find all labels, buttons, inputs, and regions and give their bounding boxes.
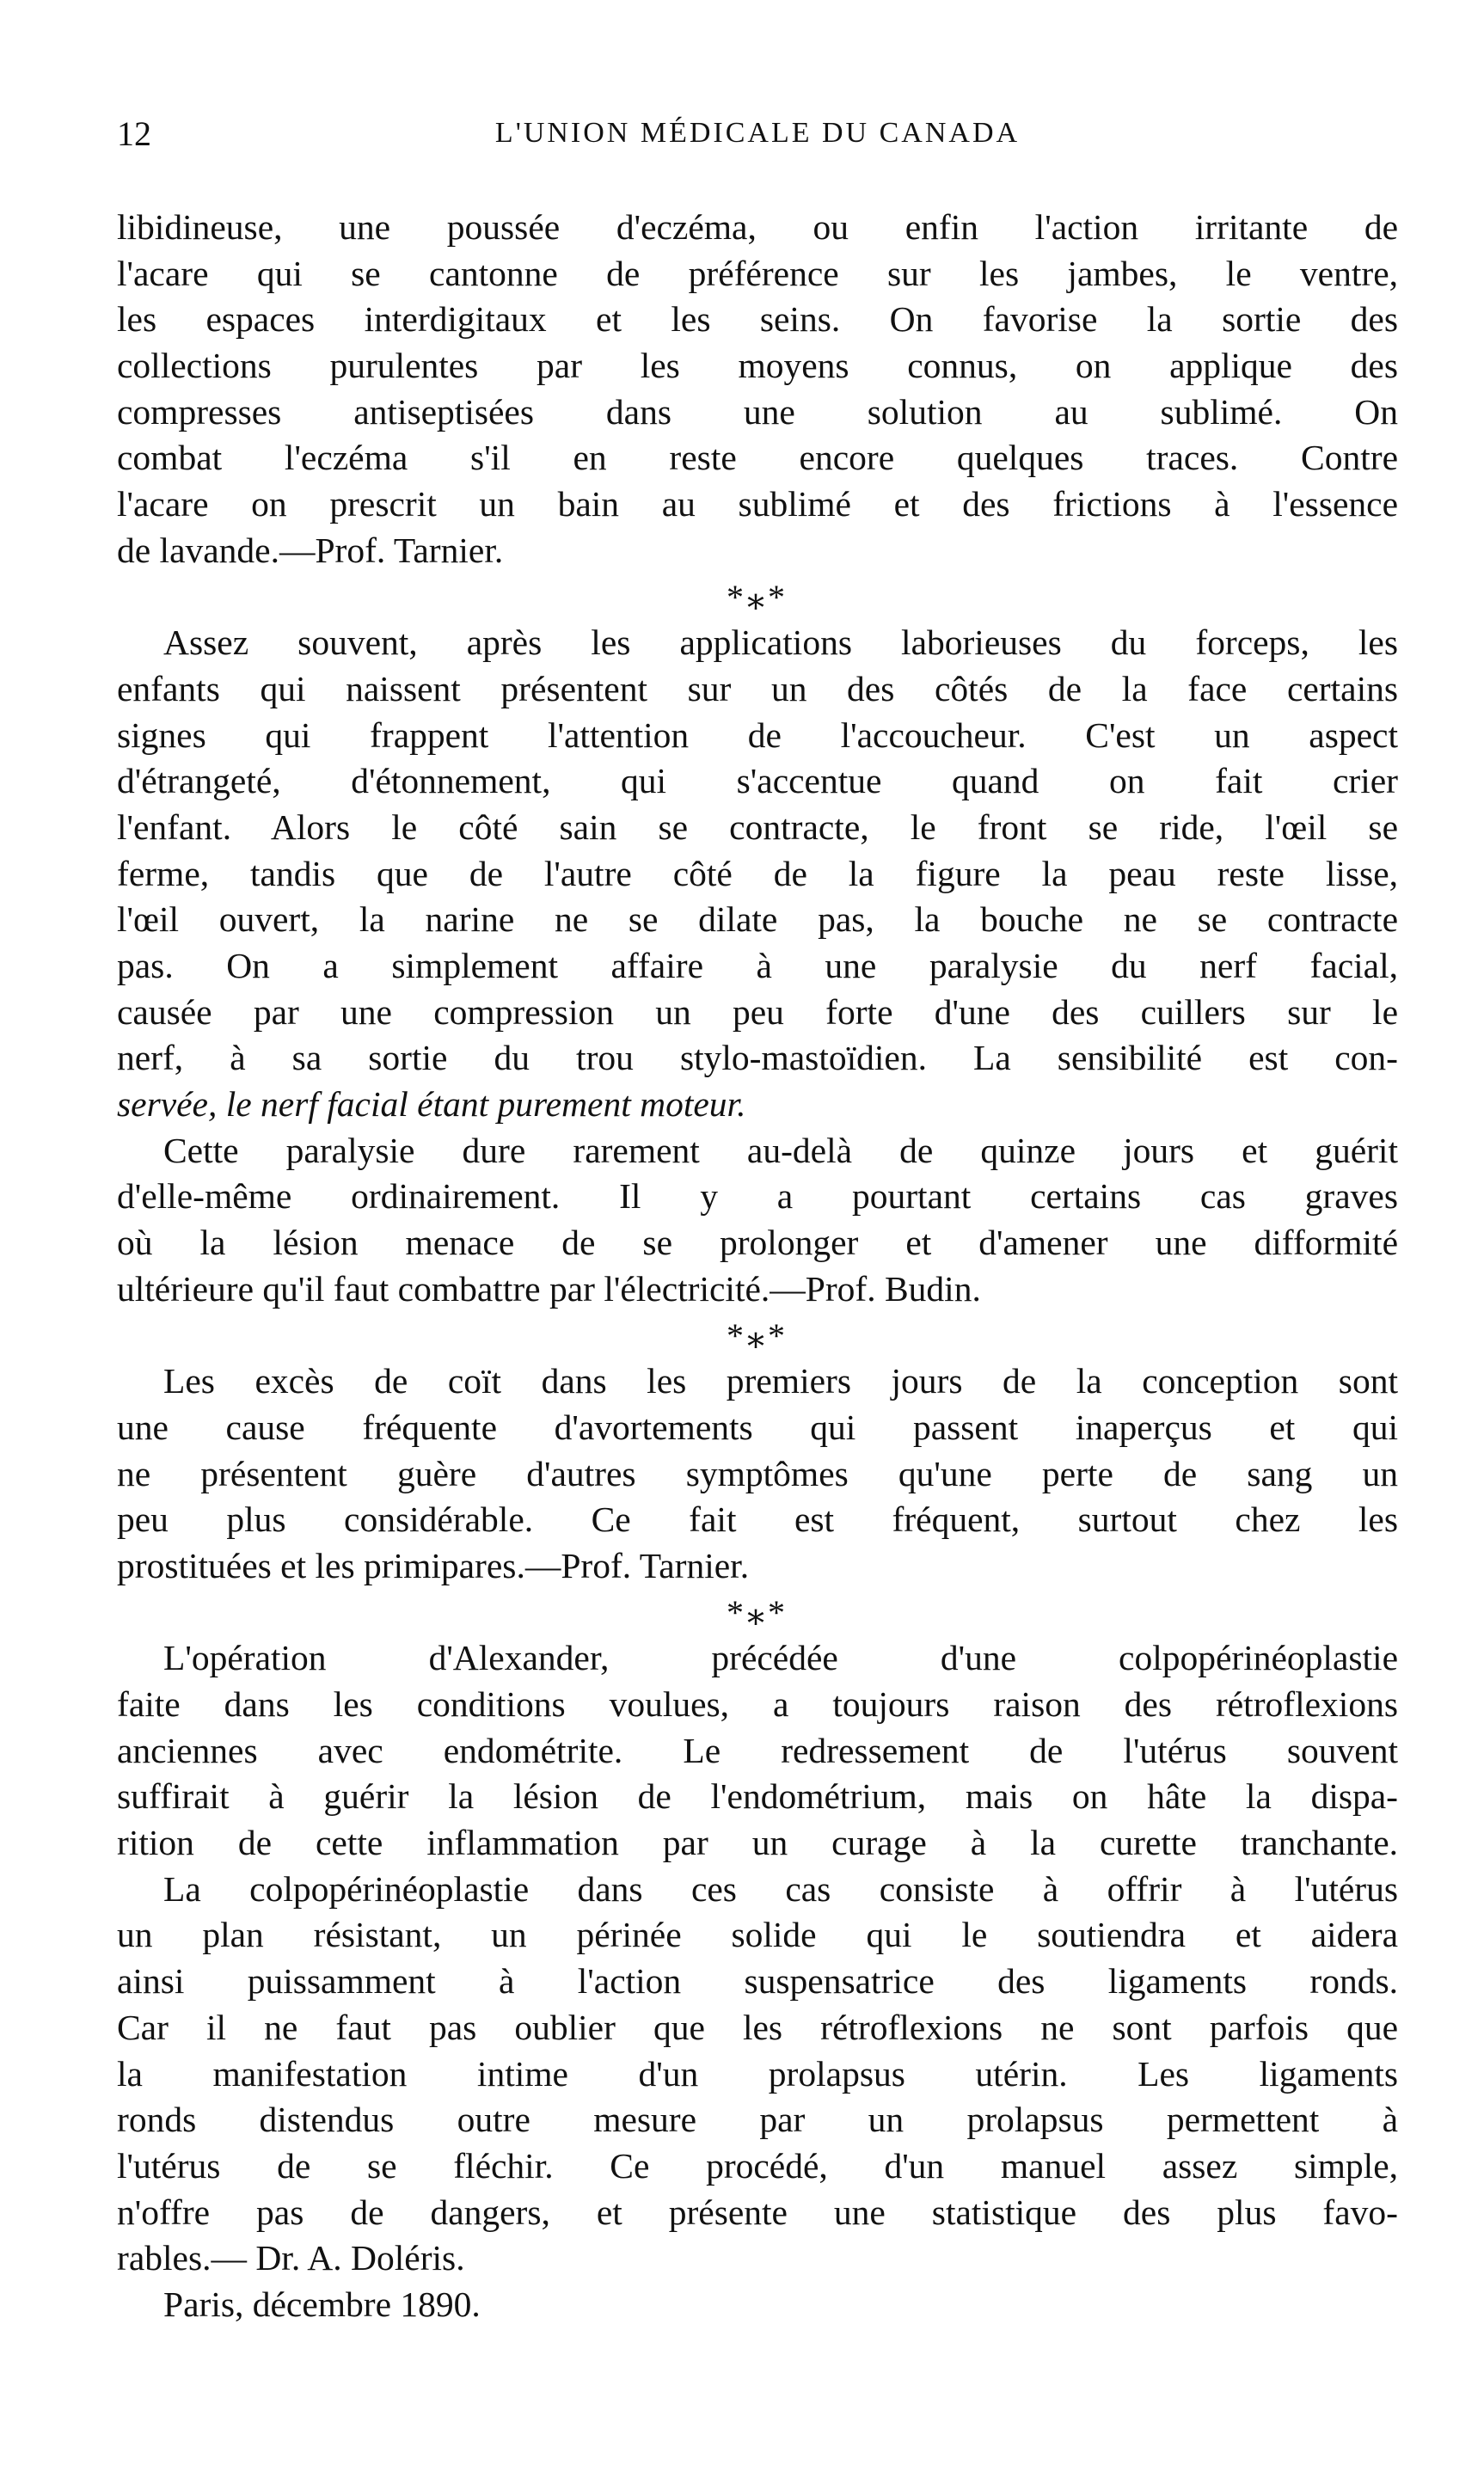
text-line: causée par une compression un peu forte d'une des cuillers sur le [117,991,1398,1032]
running-head [117,113,1398,165]
text-line: servée, le nerf facial étant purement moteur. [117,1084,746,1125]
text-line: pas. On a simplement affaire à une paralysie du nerf facial, [117,946,1398,985]
text-line: un plan résistant, un périnée solide qui le soutiendra et aidera [117,1915,1398,1955]
text-line: rition de cette inflammation par un curage à la curette tranchante. [117,1823,1398,1863]
text-line: L'opération d'Alexander, précédée d'une colpopérinéoplastie [163,1638,1398,1678]
text-line: l'œil ouvert, la narine ne se dilate pas, la bouche ne se contracte [117,899,1398,940]
text-line: Car il ne faut pas oublier que les rétroflexions ne sont parfois que [117,2007,1398,2047]
text-line: signes qui frappent l'attention de l'accoucheur. C'est un aspect [117,714,1398,755]
page-number: 12 [117,114,151,153]
text-line: ronds distendus outre mesure par un prolapsus permettent à [117,2100,1398,2140]
asterism-separator: *⁎* [727,1592,788,1632]
asterism-separator: *⁎* [727,1315,788,1355]
paragraph-eczema-treatment [117,205,1398,574]
text-line: une cause fréquente d'avortements qui passent inaperçus et qui [117,1407,1398,1447]
text-line: l'utérus de se fléchir. Ce procédé, d'un manuel assez simple, [117,2145,1398,2186]
text-line: faite dans les conditions voulues, a toujours raison des rétroflexions [117,1684,1398,1724]
text-line: l'acare qui se cantonne de préférence sur les jambes, le ventre, [117,253,1398,293]
text-line: les espaces interdigitaux et les seins. On favorise la sortie des [117,299,1398,340]
text-line: rables.— Dr. A. Doléris. [117,2238,465,2278]
asterism-separator: *⁎* [727,577,788,616]
paragraph-abortions [117,1358,1398,1589]
text-line: enfants qui naissent présentent sur un des côtés de la face certains [117,668,1398,708]
text-line: suffirait à guérir la lésion de l'endométrium, mais on hâte la dispa- [117,1776,1398,1817]
text-line: nerf, à sa sortie du trou stylo-mastoïdien. La sensibilité est con- [117,1038,1398,1078]
text-line: où la lésion menace de se prolonger et d'amener une difformité [117,1223,1398,1263]
paragraph-facial-paralysis [117,620,1398,1312]
article-body [117,205,1398,2328]
text-line: combat l'eczéma s'il en reste encore quelques traces. Contre [117,438,1398,478]
paragraph-alexander-operation [117,1635,1398,2282]
journal-title: L'UNION MÉDICALE DU CANADA [494,117,1021,149]
text-line: anciennes avec endométrite. Le redressement de l'utérus souvent [117,1730,1398,1770]
text-line: peu plus considérable. Ce fait est fréquent, surtout chez les [117,1499,1398,1540]
text-line: de lavande.—Prof. Tarnier. [117,530,504,570]
text-line: compresses antiseptisées dans une solution au sublimé. On [117,391,1398,432]
text-line: libidineuse, une poussée d'eczéma, ou enfin l'action irritante de [117,207,1398,247]
text-line: ne présentent guère d'autres symptômes qu'une perte de sang un [117,1453,1398,1493]
text-line: Assez souvent, après les applications laborieuses du forceps, les [163,622,1398,663]
text-line: l'acare on prescrit un bain au sublimé et des frictions à l'essence [117,484,1398,524]
dateline: Paris, décembre 1890. [163,2284,481,2324]
text-line: collections purulentes par les moyens connus, on applique des [117,346,1398,386]
text-line: ainsi puissamment à l'action suspensatrice des ligaments ronds. [117,1961,1398,2002]
text-line: Les excès de coït dans les premiers jours de la conception sont [163,1361,1398,1401]
text-line: prostituées et les primipares.—Prof. Tarnier. [117,1545,750,1585]
text-line: l'enfant. Alors le côté sain se contracte, le front se ride, l'œil se [117,806,1398,847]
text-line: La colpopérinéoplastie dans ces cas consiste à offrir à l'utérus [163,1868,1398,1909]
text-line: n'offre pas de dangers, et présente une statistique des plus favo- [117,2192,1398,2232]
text-line: ultérieure qu'il faut combattre par l'électricité.—Prof. Budin. [117,1268,981,1309]
text-line: d'étrangeté, d'étonnement, qui s'accentue quand on fait crier [117,761,1398,801]
text-line: Cette paralysie dure rarement au-delà de quinze jours et guérit [163,1130,1398,1170]
text-line: la manifestation intime d'un prolapsus utérin. Les ligaments [117,2053,1398,2094]
text-line: d'elle-même ordinairement. Il y a pourtant certains cas graves [117,1176,1398,1217]
text-line: ferme, tandis que de l'autre côté de la figure la peau reste lisse, [117,853,1398,893]
